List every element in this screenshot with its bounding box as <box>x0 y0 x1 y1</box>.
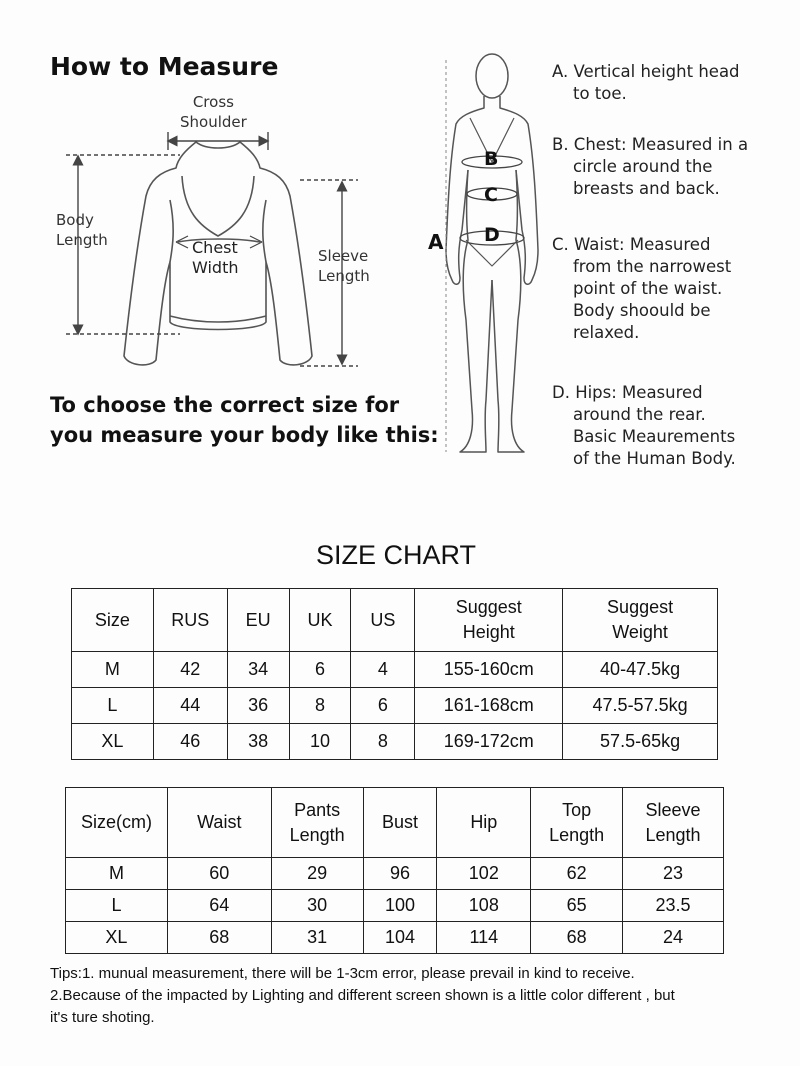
table-cell: 68 <box>167 922 271 954</box>
cross-shoulder-label: Cross Shoulder <box>180 93 247 131</box>
sleeve-length-label: Sleeve Length <box>318 247 370 285</box>
body-length-label: Body Length <box>56 211 108 249</box>
table-cell: M <box>72 652 154 688</box>
letter-a: A <box>428 230 444 254</box>
header-cell: US <box>351 589 415 652</box>
table-cell: 23.5 <box>623 890 724 922</box>
table-cell: 8 <box>289 688 351 724</box>
table-cell: 102 <box>437 858 531 890</box>
table-cell: 8 <box>351 724 415 760</box>
table-cell: 47.5-57.5kg <box>563 688 718 724</box>
choose-size-instruction: To choose the correct size for you measure your body like this: <box>50 393 439 447</box>
table-cell: 6 <box>351 688 415 724</box>
header-cell: Bust <box>363 788 437 858</box>
description-a: A. Vertical height head to toe. <box>552 62 740 103</box>
table-cell: 57.5-65kg <box>563 724 718 760</box>
header-cell: Suggest Weight <box>563 589 718 652</box>
tip-line-2: 2.Because of the impacted by Lighting and different screen shown is a little color different , but <box>50 987 675 1004</box>
table-cell: 60 <box>167 858 271 890</box>
header-cell: EU <box>227 589 289 652</box>
table-cell: 4 <box>351 652 415 688</box>
table-cell: 46 <box>153 724 227 760</box>
table-cell: 100 <box>363 890 437 922</box>
header-cell: Waist <box>167 788 271 858</box>
table-cell: 64 <box>167 890 271 922</box>
tip-line-1: Tips:1. munual measurement, there will be 1-3cm error, please prevail in kind to receive. <box>50 965 635 982</box>
header-cell: Top Length <box>531 788 623 858</box>
body-measure-lines <box>446 60 524 452</box>
table-cell: 104 <box>363 922 437 954</box>
table-row <box>66 922 724 954</box>
table-row <box>72 652 718 688</box>
table-cell: 161-168cm <box>415 688 563 724</box>
table-row <box>66 890 724 922</box>
table-cell: 34 <box>227 652 289 688</box>
table-row <box>72 688 718 724</box>
table-cell: 38 <box>227 724 289 760</box>
table-cell: M <box>66 858 168 890</box>
size-chart-title: SIZE CHART <box>315 540 477 570</box>
table-cell: 62 <box>531 858 623 890</box>
description-c: C. Waist: Measured from the narrowest point of the waist. Body shoould be relaxed. <box>552 235 732 342</box>
header-cell: Sleeve Length <box>623 788 724 858</box>
tips-section <box>50 963 770 1029</box>
table-cell: 44 <box>153 688 227 724</box>
table-cell: 36 <box>227 688 289 724</box>
header-cell: Size(cm) <box>66 788 168 858</box>
table-cell: 23 <box>623 858 724 890</box>
table-cell: XL <box>72 724 154 760</box>
table-cell: 29 <box>271 858 363 890</box>
header-cell: Suggest Height <box>415 589 563 652</box>
table-cell: 40-47.5kg <box>563 652 718 688</box>
measurement-table <box>65 787 724 954</box>
header-cell: Pants Length <box>271 788 363 858</box>
table-cell: XL <box>66 922 168 954</box>
description-d: D. Hips: Measured around the rear. Basic Meaurements of the Human Body. <box>552 383 736 468</box>
header-cell: Size <box>72 589 154 652</box>
table-cell: 68 <box>531 922 623 954</box>
table-cell: 114 <box>437 922 531 954</box>
letter-b: B <box>484 148 499 170</box>
description-b: B. Chest: Measured in a circle around the breasts and back. <box>552 135 749 198</box>
measurement-header-row <box>66 788 724 858</box>
header-cell: RUS <box>153 589 227 652</box>
table-cell: 6 <box>289 652 351 688</box>
table-cell: 108 <box>437 890 531 922</box>
table-cell: 30 <box>271 890 363 922</box>
letter-d: D <box>484 224 500 246</box>
table-cell: 31 <box>271 922 363 954</box>
table-cell: 10 <box>289 724 351 760</box>
table-cell: 169-172cm <box>415 724 563 760</box>
table-cell: 24 <box>623 922 724 954</box>
table-row <box>72 724 718 760</box>
table-cell: L <box>66 890 168 922</box>
chest-width-label: Chest Width <box>192 238 239 277</box>
size-chart-table <box>71 588 718 760</box>
table-cell: 155-160cm <box>415 652 563 688</box>
header-cell: UK <box>289 589 351 652</box>
letter-c: C <box>484 184 498 206</box>
header-cell: Hip <box>437 788 531 858</box>
table-cell: L <box>72 688 154 724</box>
tip-line-3: it's ture shoting. <box>50 1009 155 1026</box>
how-to-measure-title: How to Measure <box>50 52 279 81</box>
table-cell: 96 <box>363 858 437 890</box>
body-figure <box>446 54 538 452</box>
size-chart-header-row <box>72 589 718 652</box>
table-row <box>66 858 724 890</box>
table-cell: 65 <box>531 890 623 922</box>
table-cell: 42 <box>153 652 227 688</box>
